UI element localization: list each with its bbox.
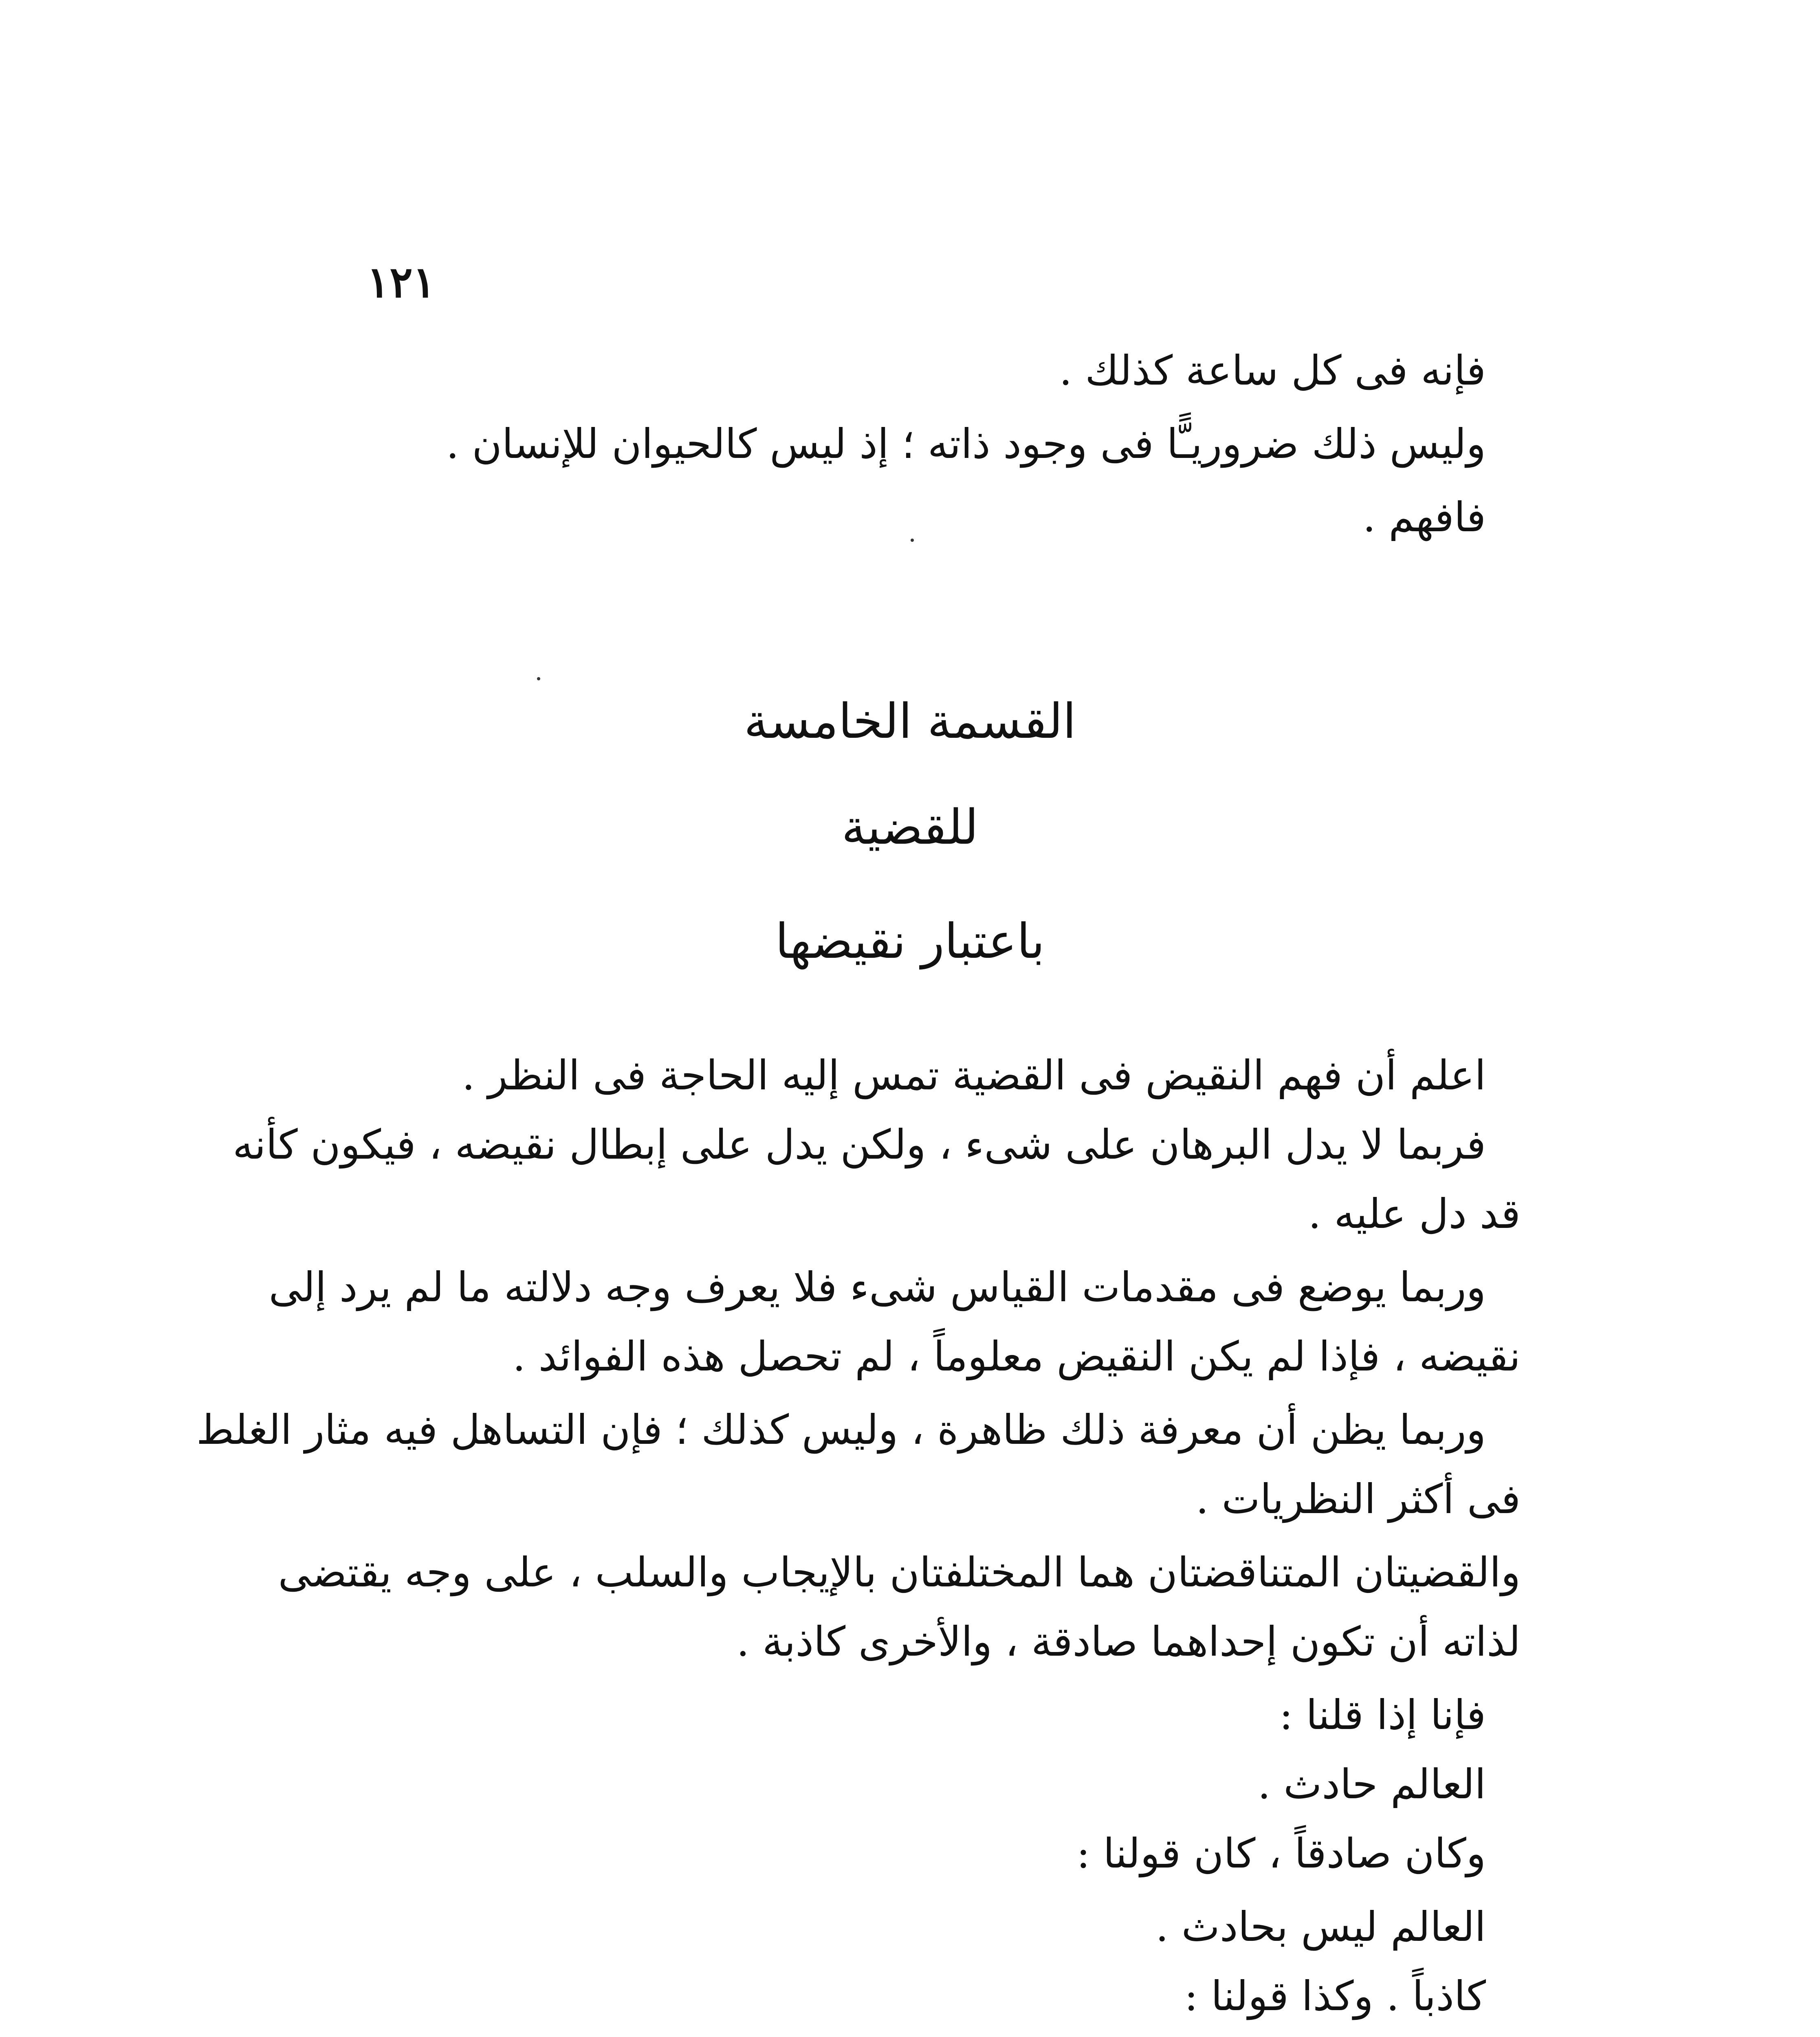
text-line: اعلم أن فهم النقيض فى القضية تمس إليه الحاجة فى النظر . (462, 1051, 1486, 1099)
text-line: فى أكثر النظريات . (1195, 1475, 1521, 1523)
page-number: ١٢١ (367, 257, 436, 307)
text-line: وليس ذلك ضروريـًّا فى وجود ذاته ؛ إذ ليس كالحيوان للإنسان . (446, 420, 1486, 468)
text-line: العالم ليس بحادث . (1155, 1903, 1486, 1951)
text-line: فافهم . (1362, 493, 1486, 541)
text-line: كاذباً . وكذا قولنا : (1184, 1972, 1486, 2020)
text-line: نقيضه ، فإذا لم يكن النقيض معلوماً ، لم تحصل هذه الفوائد . (513, 1333, 1521, 1380)
section-title-line-3: باعتبار نقيضها (775, 913, 1045, 969)
text-line: والقضيتان المتناقضتان هما المختلفتان بالإيجاب والسلب ، على وجه يقتضى (278, 1549, 1521, 1596)
text-line: لذاته أن تكون إحداهما صادقة ، والأخرى كاذبة . (736, 1618, 1521, 1665)
text-line: العالم حادث . (1257, 1760, 1486, 1808)
text-line: قد دل عليه . (1308, 1190, 1521, 1238)
section-title-line-1: القسمة الخامسة (744, 693, 1076, 749)
text-line: فربما لا يدل البرهان على شىء ، ولكن يدل على إبطال نقيضه ، فيكون كأنه (233, 1121, 1486, 1168)
text-line: فإنه فى كل ساعة كذلك . (1059, 347, 1486, 394)
ink-speck (911, 539, 914, 542)
text-line: فإنا إذا قلنا : (1279, 1691, 1486, 1739)
section-title-line-2: للقضية (841, 799, 979, 855)
ink-speck (537, 677, 540, 680)
text-line: وربما يوضع فى مقدمات القياس شىء فلا يعرف وجه دلالته ما لم يرد إلى (268, 1263, 1486, 1311)
text-line: وربما يظن أن معرفة ذلك ظاهرة ، وليس كذلك ؛ فإن التساهل فيه مثار الغلط (196, 1406, 1486, 1454)
text-line: وكان صادقاً ، كان قولنا : (1076, 1830, 1486, 1877)
